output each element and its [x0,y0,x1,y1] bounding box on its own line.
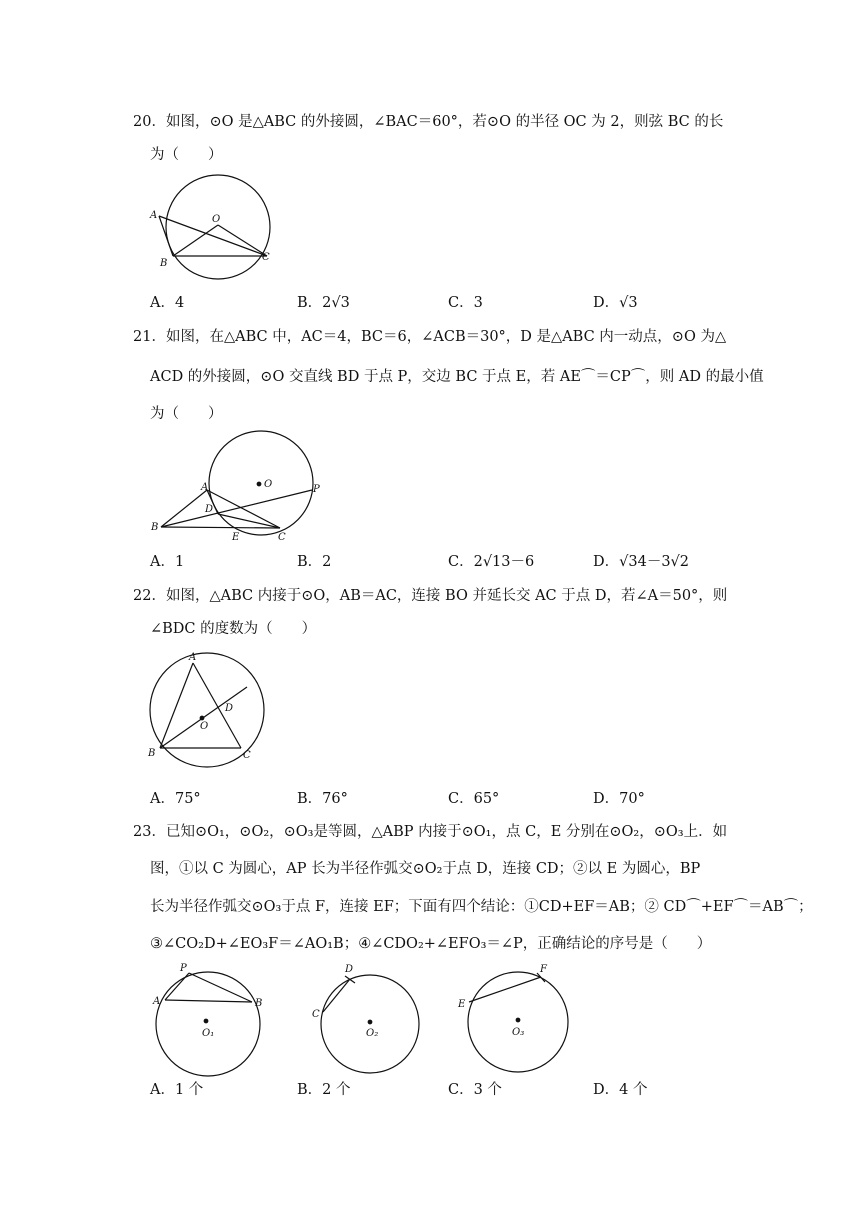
q23-figure-3 [455,960,585,1080]
q21-label-a: A [201,482,209,493]
q23-fig1-label-b: B [255,998,263,1009]
q21-option-a[interactable]: A．1 [150,554,185,570]
q21-label-b: B [151,522,159,533]
q20-option-d[interactable]: D．√3 [593,295,638,311]
q23-fig2-label-c: C [312,1009,320,1020]
q20-label-c: C [262,252,270,263]
q23-line-4: ③∠CO₂D+∠EO₃F＝∠AO₁B；④∠CDO₂+∠EFO₃＝∠P，正确结论的序号是（ ） [150,936,712,952]
q23-fig1-label-p: P [180,963,187,974]
q23-fig2-label-d: D [345,964,354,975]
q23-figure-1 [145,960,275,1080]
q22-label-c: C [243,750,251,761]
q20-label-b: B [160,258,168,269]
q22-option-a[interactable]: A．75° [150,791,201,807]
q23-line-3: 长为半径作弧交⊙O₃于点 F，连接 EF；下面有四个结论：①CD+EF＝AB；② CD⌒+EF⌒＝AB⌒； [150,899,813,915]
q23-option-b[interactable]: B．2 个 [297,1082,351,1098]
q20-option-c[interactable]: C．3 [448,295,483,311]
q23-option-d[interactable]: D．4 个 [593,1082,648,1098]
q23-fig1-label-o1: O₁ [202,1028,215,1039]
q21-label-c: C [278,532,286,543]
q20-figure [145,172,305,292]
q23-fig3-label-e: E [458,999,466,1010]
q21-label-e: E [232,532,240,543]
q20-label-o: O [212,214,221,225]
q21-figure [145,432,345,547]
q22-label-a: A [189,652,197,663]
q20-line-1: 20．如图，⊙O 是△ABC 的外接圆，∠BAC＝60°，若⊙O 的半径 OC 为 2，则弦 BC 的长 [133,114,724,130]
q23-figure-2 [305,960,435,1080]
q20-line-2: 为（ ） [150,147,223,163]
q22-label-b: B [148,748,156,759]
q23-option-a[interactable]: A．1 个 [150,1082,204,1098]
q23-fig1-label-a: A [153,996,161,1007]
q23-line-2: 图，①以 C 为圆心，AP 长为半径作弧交⊙O₂于点 D，连接 CD；②以 E 为圆心，BP [150,861,701,877]
q22-option-b[interactable]: B．76° [297,791,348,807]
q20-option-b[interactable]: B．2√3 [297,295,350,311]
q22-option-d[interactable]: D．70° [593,791,645,807]
q22-option-c[interactable]: C．65° [448,791,500,807]
q22-figure [143,648,273,778]
q21-line-1: 21．如图，在△ABC 中，AC＝4，BC＝6，∠ACB＝30°，D 是△ABC 内一动点，⊙O 为△ [133,329,727,345]
q22-line-2: ∠BDC 的度数为（ ） [150,621,317,637]
q23-fig3-label-f: F [540,964,547,975]
q21-option-d[interactable]: D．√34－3√2 [593,554,690,570]
q21-label-o: O [264,479,273,490]
q23-fig2-label-o2: O₂ [366,1028,379,1039]
q21-option-b[interactable]: B．2 [297,554,332,570]
q21-label-d: D [205,504,214,515]
q21-label-p: P [313,484,320,495]
q21-line-2: ACD 的外接圆，⊙O 交直线 BD 于点 P，交边 BC 于点 E，若 AE⌒＝CP⌒，则 AD 的最小值 [150,369,764,385]
q23-fig3-label-o3: O₃ [512,1027,525,1038]
q20-option-a[interactable]: A．4 [150,295,185,311]
q21-line-3: 为（ ） [150,406,223,422]
q22-label-d: D [225,703,234,714]
q20-label-a: A [150,210,158,221]
q21-option-c[interactable]: C．2√13－6 [448,554,535,570]
q23-line-1: 23．已知⊙O₁，⊙O₂，⊙O₃是等圆，△ABP 内接于⊙O₁，点 C，E 分别在⊙O₂，⊙O₃上．如 [133,824,728,840]
q22-label-o: O [200,721,209,732]
q23-option-c[interactable]: C．3 个 [448,1082,502,1098]
q22-line-1: 22．如图，△ABC 内接于⊙O，AB＝AC，连接 BO 并延长交 AC 于点 D，若∠A＝50°，则 [133,588,728,604]
